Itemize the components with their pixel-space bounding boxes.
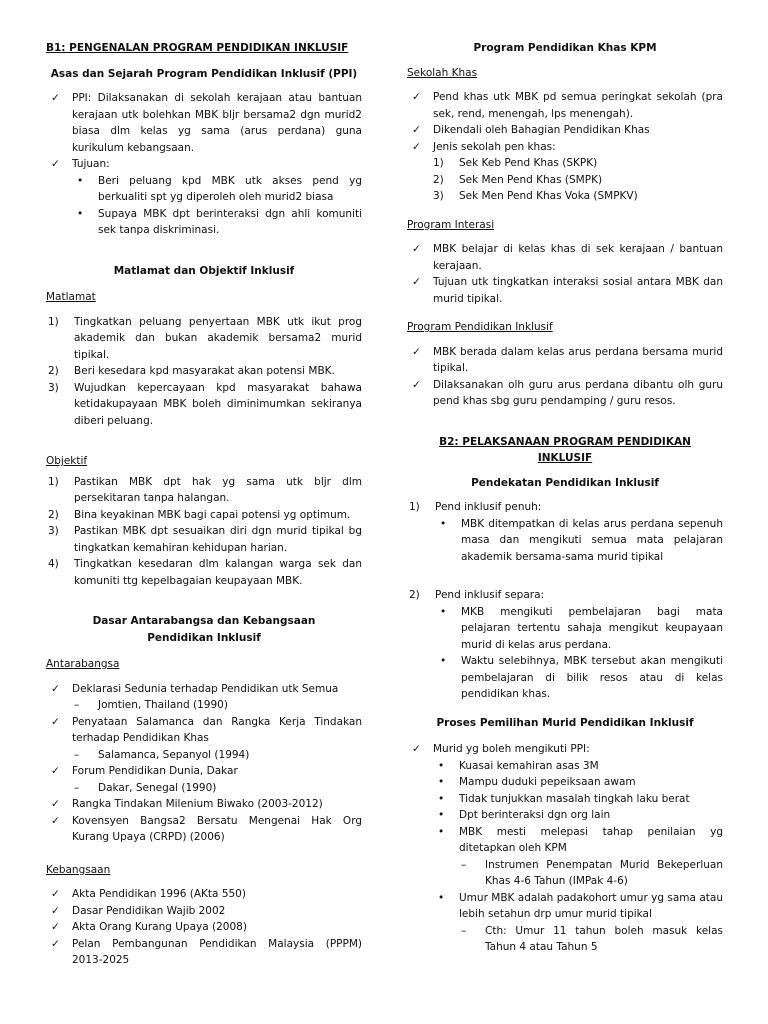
proses-list [407, 741, 723, 956]
left-column [46, 40, 362, 969]
sub-item: • MBK mesti melepasi tahap penilaian yg ditetapkan oleh KPM – Instrumen Penempatan Murid Bekeperluan Khas 4-6 Tahun (IMPak 4-6) [433, 824, 723, 890]
antarabangsa-label: Antarabangsa [46, 658, 120, 670]
kebangsaan-list [46, 886, 362, 969]
list-item: ✓ Pelan Pembangunan Pendidikan Malaysia (PPPM) 2013-2025 [46, 936, 362, 969]
sub-sub-item: – Cth: Umur 11 tahun boleh masuk kelas Tahun 4 atau Tahun 5 [459, 923, 723, 956]
sub-item: • Dpt berinteraksi dgn org lain [433, 807, 723, 824]
sub-item: • Mampu duduki pepeiksaan awam [433, 774, 723, 791]
interasi-label: Program Interasi [407, 218, 495, 231]
jenis-list [433, 155, 723, 205]
sub-item: – Salamanca, Sepanyol (1994) [72, 747, 362, 764]
tujuan-list [72, 173, 362, 239]
list-item: ✓ MBK berada dalam kelas arus perdana bersama murid tipikal. [407, 344, 723, 377]
sub-item: – Dakar, Senegal (1990) [72, 780, 362, 797]
list-item: ✓ Kovensyen Bangsa2 Bersatu Mengenai Hak Org Kurang Upaya (CRPD) (2006) [46, 813, 362, 846]
list-item: ✓ Dasar Pendidikan Wajib 2002 [46, 903, 362, 920]
ppi-label: Program Pendidikan Inklusif [407, 321, 553, 333]
kebangsaan-label: Kebangsaan [46, 863, 111, 876]
list-item: ✓ Jenis sekolah pen khas: [407, 139, 723, 156]
matlamat-label: Matlamat [46, 291, 96, 303]
objektif-list [46, 474, 362, 590]
list-item: ✓ Murid yg boleh mengikuti PPI: • Kuasai kemahiran asas 3M • Mampu duduki pepeiksaan awam • Tidak tunjukkan masalah tingkah laku berat • Dpt berinteraksi dgn org lain • MBK mesti melepasi tahap penilaian yg ditetapkan oleh KPM – Instrumen Penempatan Murid Bekeperluan Khas 4-6 Tahun (IMPak 4-6) • Umur MBK adalah padakohort umur yg sama atau lebih setahun drp umur murid tipikal – Cth: Umur 11 tahun boleh masuk kelas Tahun 4 atau Tahun 5 [407, 741, 723, 956]
list-item: ✓ Dilaksanakan olh guru arus perdana dibantu olh guru pend khas sbg guru pendamping / guru resos. [407, 377, 723, 410]
list-item: 2) Sek Men Pend Khas (SMPK) [433, 173, 603, 186]
sub-item: • MBK ditempatkan di kelas arus perdana sepenuh masa dan mengikuti semua mata pelajaran akademik bersama-sama murid tipikal [435, 516, 723, 566]
list-item: 1) Tingkatkan peluang penyertaan MBK utk ikut prog akademik dan bukan akademik bersama2 murid tipikal. [48, 315, 362, 361]
list-item: ✓ Dikendali oleh Bahagian Pendidikan Khas [407, 122, 723, 139]
list-item: ✓ Deklarasi Sedunia terhadap Pendidikan utk Semua – Jomtien, Thailand (1990) [46, 681, 362, 714]
list-item: ✓ Penyataan Salamanca dan Rangka Kerja Tindakan terhadap Pendidikan Khas – Salamanca, Sepanyol (1994) [46, 714, 362, 764]
b1-title: B1: PENGENALAN PROGRAM PENDIDIKAN INKLUSIF [46, 42, 349, 54]
right-column [407, 40, 723, 956]
list-item: 2) Pend inklusif separa: • MKB mengikuti pembelajaran bagi mata pelajaran tertentu sahaja mengikut keupayaan murid di kelas arus perdana. • Waktu selebihnya, MBK tersebut akan mengikuti pembelajaran di bilik resos atau di kelas pendidikan khas. [407, 587, 723, 703]
pendekatan-title: Pendekatan Pendidikan Inklusif [471, 476, 659, 489]
list-item: 2) Beri kesedara kpd masyarakat akan potensi MBK. [48, 365, 335, 377]
ppi-list [407, 344, 723, 410]
pendekatan-list [407, 499, 723, 703]
list-item: ✓ Forum Pendidikan Dunia, Dakar – Dakar, Senegal (1990) [46, 763, 362, 796]
list-item: 1) Sek Keb Pend Khas (SKPK) [433, 157, 598, 169]
list-item: • Beri peluang kpd MBK utk akses pend yg berkualiti spt yg diperoleh oleh murid2 biasa [72, 173, 362, 206]
list-item: 3) Wujudkan kepercayaan kpd masyarakat bahawa ketidakupayaan MBK boleh diminimumkan sekiranya diberi peluang. [48, 381, 362, 427]
proses-title: Proses Pemilihan Murid Pendidikan Inklusif [436, 716, 694, 729]
objektif-label: Objektif [46, 455, 88, 467]
antarabangsa-list [46, 681, 362, 846]
list-item: ✓ Tujuan utk tingkatkan interaksi sosial antara MBK dan murid tipikal. [407, 274, 723, 307]
sub-item: – Jomtien, Thailand (1990) [72, 697, 362, 714]
interasi-list [407, 241, 723, 307]
asas-title: Asas dan Sejarah Program Pendidikan Inklusif (PPI) [50, 67, 358, 80]
pk-title: Program Pendidikan Khas KPM [473, 42, 657, 54]
list-item: 1) Pastikan MBK dpt hak yg sama utk bljr dlm persekitaran tanpa halangan. [48, 475, 362, 504]
list-item: 3) Pastikan MBK dpt sesuaikan diri dgn murid tipikal bg tingkatkan kemahiran kehidupan harian. [48, 525, 362, 554]
list-item: • Supaya MBK dpt berinteraksi dgn ahli komuniti sek tanpa diskriminasi. [72, 206, 362, 239]
sub-item: • MKB mengikuti pembelajaran bagi mata pelajaran tertentu sahaja mengikut keupayaan murid di kelas arus perdana. [435, 604, 723, 654]
sub-item: • Waktu selebihnya, MBK tersebut akan mengikuti pembelajaran di bilik resos atau di kelas pendidikan khas. [435, 653, 723, 703]
list-item: ✓ MBK belajar di kelas khas di sek kerajaan / bantuan kerajaan. [407, 241, 723, 274]
list-item: ✓ PPI: Dilaksanakan di sekolah kerajaan atau bantuan kerajaan utk bolehkan MBK bljr bersama2 dgn murid2 biasa dlm kelas yg sama (arus perdana) guna kurikulum kebangsaan. [46, 90, 362, 156]
sub-item: • Umur MBK adalah padakohort umur yg sama atau lebih setahun drp umur murid tipikal – Cth: Umur 11 tahun boleh masuk kelas Tahun 4 atau Tahun 5 [433, 890, 723, 956]
sub-item: • Tidak tunjukkan masalah tingkah laku berat [433, 791, 723, 808]
dasar-title: Dasar Antarabangsa dan Kebangsaan Pendidikan Inklusif [92, 615, 316, 644]
sub-sub-item: – Instrumen Penempatan Murid Bekeperluan Khas 4-6 Tahun (IMPak 4-6) [459, 857, 723, 890]
list-item: ✓ Akta Orang Kurang Upaya (2008) [46, 919, 362, 936]
list-item: 3) Sek Men Pend Khas Voka (SMPKV) [433, 190, 638, 202]
sekolah-khas-list [407, 89, 723, 155]
list-item: 2) Bina keyakinan MBK bagi capai potensi yg optimum. [48, 508, 351, 521]
list-item: ✓ Akta Pendidikan 1996 (AKta 550) [46, 886, 362, 903]
list-item: ✓ Pend khas utk MBK pd semua peringkat sekolah (pra sek, rend, menengah, lps menengah). [407, 89, 723, 122]
asas-list [46, 90, 362, 173]
list-item: 1) Pend inklusif penuh: • MBK ditempatkan di kelas arus perdana sepenuh masa dan mengikuti semua mata pelajaran akademik bersama-sama murid tipikal [407, 499, 723, 565]
list-item: ✓ Tujuan: [46, 156, 362, 173]
sub-item: • Kuasai kemahiran asas 3M [433, 758, 723, 775]
list-item: 4) Tingkatkan kesedaran dlm kalangan warga sek dan komuniti ttg kepelbagaian keupayaan MBK. [48, 558, 362, 587]
list-item: ✓ Rangka Tindakan Milenium Biwako (2003-2012) [46, 796, 362, 813]
sekolah-khas-label: Sekolah Khas [407, 66, 478, 79]
b2-title: B2: PELAKSANAAN PROGRAM PENDIDIKAN INKLUSIF [439, 435, 691, 464]
matlamat-section-title: Matlamat dan Objektif Inklusif [113, 264, 295, 277]
matlamat-list [46, 314, 362, 430]
